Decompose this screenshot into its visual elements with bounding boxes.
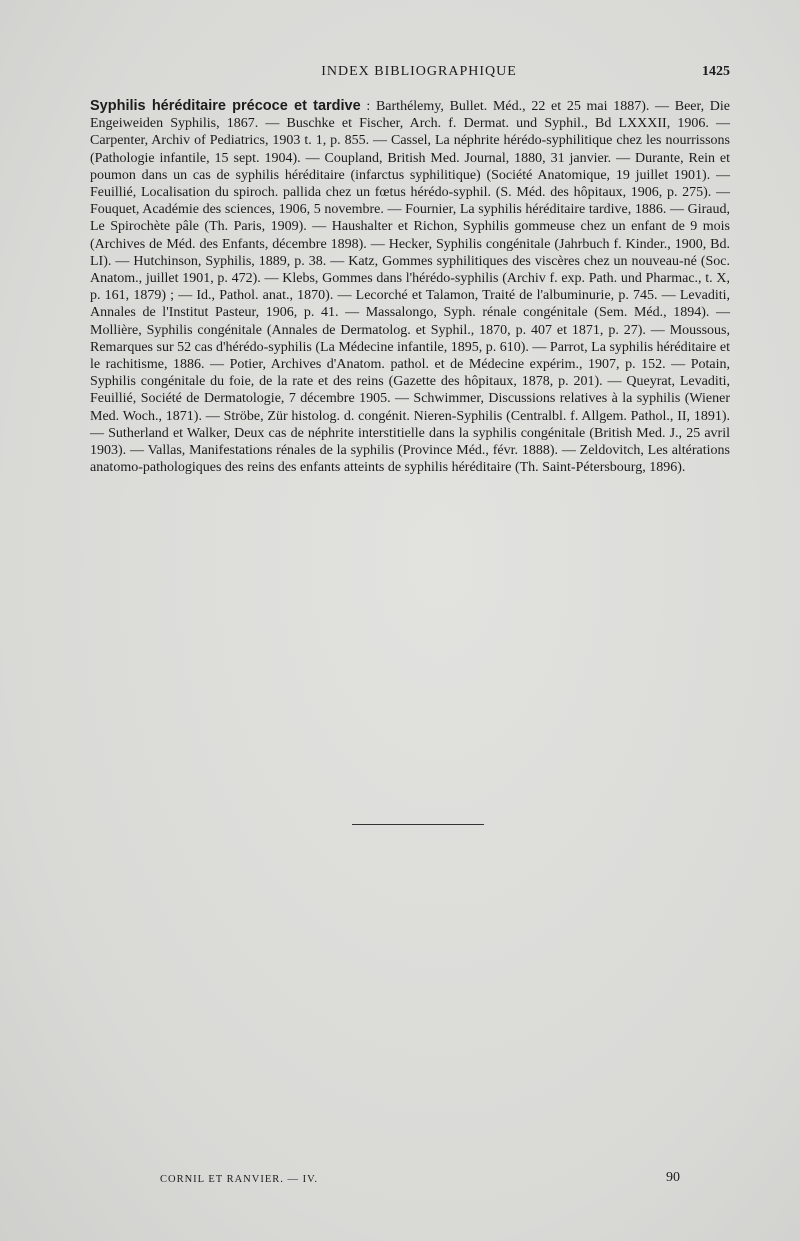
footer-sheet-number: 90 xyxy=(666,1170,680,1185)
running-head xyxy=(108,64,730,86)
page-number: 1425 xyxy=(702,64,730,79)
entry-text: : Barthélemy, Bullet. Méd., 22 et 25 mai 1887). — Beer, Die Engeiweiden Syphilis, 1867. — Buschke et Fischer, Arch. f. Dermat. und Syphil., Bd LXXXII, 1906. — Carpenter, Archiv of Pediatrics, 1903 t. 1, p. 855. — Cassel, La néphrite hérédo-syphilitique chez les nourrissons (Pathologie infantile, 15 sept. 1904). — Coupland, British Med. Journal, 1880, 31 janvier. — Durante, Rein et poumon dans un cas de syphilis héréditaire (infarctus syphilitique) (Société Anatomique, 19 juillet 1901). — Feuillié, Localisation du spiroch. pallida chez un fœtus hérédo-syphil. (S. Méd. des hôpitaux, 1906, p. 275). — Fouquet, Académie des sciences, 1906, 5 novembre. — Fournier, La syphilis héréditaire tardive, 1886. — Giraud, Le Spirochète pâle (Th. Paris, 1909). — Haushalter et Richon, Syphilis gommeuse chez un enfant de 9 mois (Archives de Méd. des Enfants, décembre 1898). — Hecker, Syphilis congénitale (Jahrbuch f. Kinder., 1900, Bd. LI). — Hutchinson, Syphilis, 1889, p. 38. — Katz, Gommes syphilitiques des viscères chez un nouveau-né (Soc. Anatom., juillet 1901, p. 472). — Klebs, Gommes dans l'hérédo-syphilis (Archiv f. exp. Path. und Pharmac., t. X, p. 161, 1879) ; — Id., Pathol. anat., 1870). — Lecorché et Talamon, Traité de l'albuminurie, p. 745. — Levaditi, Annales de l'Institut Pasteur, 1906, p. 41. — Massalongo, Syph. rénale congénitale (Sem. Méd., 1894). — Mollière, Syphilis congénitale (Annales de Dermatolog. et Syphil., 1870, p. 407 et 1871, p. 27). — Moussous, Remarques sur 52 cas d'hérédo-syphilis (La Médecine infantile, 1895, p. 610). — Parrot, La syphilis héréditaire et le rachitisme, 1886. — Potier, Archives d'Anatom. pathol. et de Médecine expérim., 1907, p. 152. — Potain, Syphilis congénitale du foie, de la rate et des reins (Gazette des hôpitaux, 1878, p. 201). — Queyrat, Levaditi, Feuillié, Société de Dermatologie, 7 décembre 1905. — Schwimmer, Discussions relatives à la syphilis (Wiener Med. Woch., 1871). — Ströbe, Zür histolog. d. congénit. Nieren-Syphilis (Centralbl. f. Allgem. Pathol., II, 1891). — Sutherland et Walker, Deux cas de néphrite interstitielle dans la syphilis congénitale (British Med. J., 25 avril 1903). — Vallas, Manifestations rénales de la syphilis (Province Méd., févr. 1888). — Zeldovitch, Les altérations anatomo-pathologiques des reins des enfants atteints de syphilis héréditaire (Th. Saint-Pétersbourg, 1896). xyxy=(90,99,731,476)
bibliography-entry xyxy=(90,98,730,476)
footer-signature: CORNIL ET RANVIER. — IV. xyxy=(160,1174,318,1185)
section-divider xyxy=(352,824,484,825)
entry-title: Syphilis héréditaire précoce et tardive xyxy=(90,98,361,114)
running-title: INDEX BIBLIOGRAPHIQUE xyxy=(321,64,517,79)
page-footer xyxy=(160,1170,680,1190)
